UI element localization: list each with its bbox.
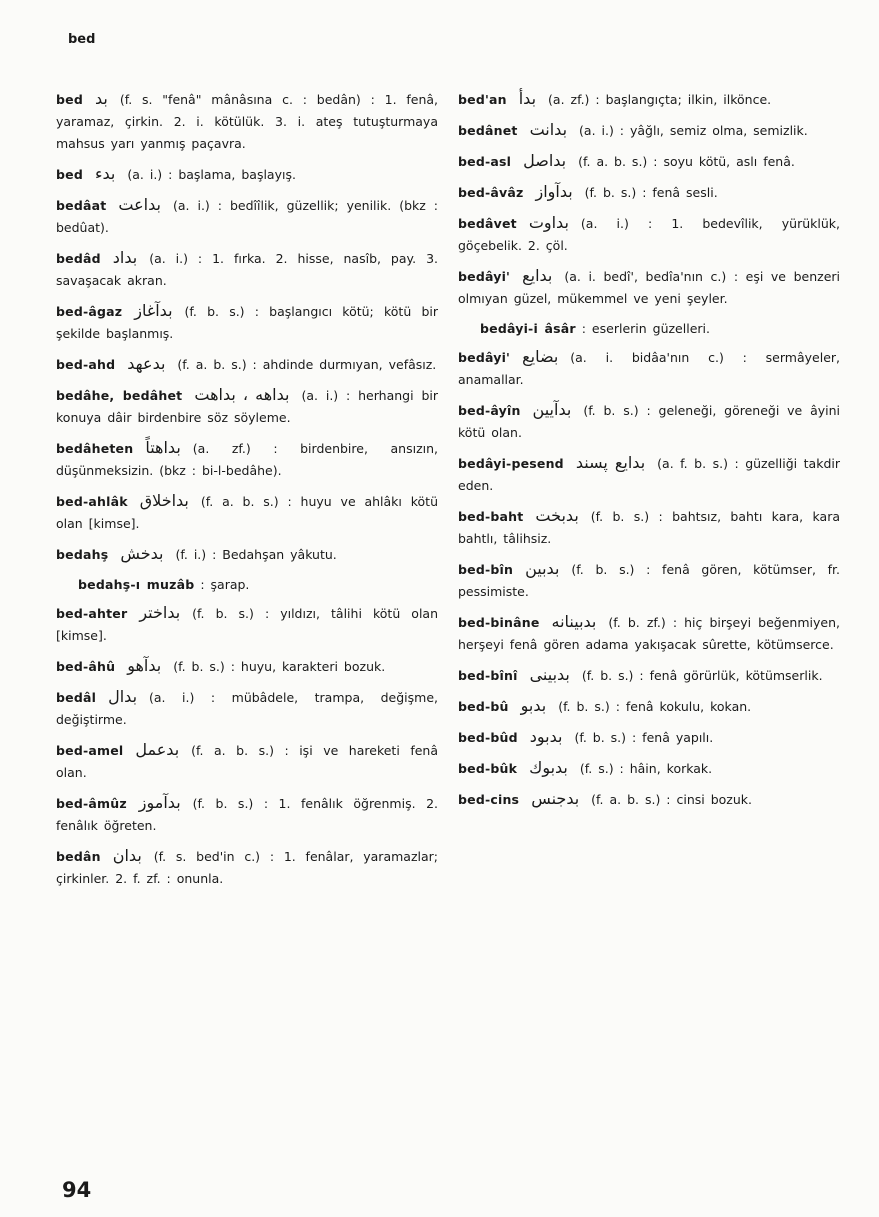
entry-headword: bed-bûk	[458, 761, 518, 776]
dictionary-entry	[56, 686, 438, 731]
entry-headword: bed	[56, 167, 83, 182]
entry-headword: bedâyi'	[458, 269, 511, 284]
dictionary-entry	[56, 490, 438, 535]
entry-headword: bed-ahd	[56, 357, 116, 372]
entry-ottoman-script: بداصل	[523, 151, 567, 170]
dictionary-entry	[56, 88, 438, 155]
entry-definition: (f. b. s.) : 1. fenâlık öğrenmiş. 2. fenâlık öğreten.	[56, 796, 438, 833]
entry-headword: bedâd	[56, 251, 101, 266]
entry-ottoman-script: بداهتاً	[145, 438, 181, 457]
entry-definition: (f. a. b. s.) : huyu ve ahlâkı kötü olan [kimse].	[56, 494, 438, 531]
entry-definition: (f. b. s.) : fenâ yapılı.	[574, 730, 714, 745]
dictionary-entry	[56, 247, 438, 292]
entry-definition: (a. i.) : bedîîlik, güzellik; yenilik. (bkz : bedûat).	[56, 198, 438, 235]
entry-definition: (f. b. zf.) : hiç birşeyi beğenmiyen, herşeyi fenâ gören adama yakışacak sûrette, kötümserce.	[458, 615, 840, 652]
dictionary-entry	[458, 212, 840, 257]
dictionary-entry	[56, 437, 438, 482]
entry-headword: bed	[56, 92, 83, 107]
entry-ottoman-script: بدايع پسند	[575, 453, 646, 472]
entry-headword: bed-âvâz	[458, 185, 524, 200]
entry-headword: bed-bûd	[458, 730, 518, 745]
entry-headword: bed-cins	[458, 792, 520, 807]
entry-ottoman-script: بداوت	[528, 213, 569, 232]
dictionary-entry	[56, 163, 438, 186]
entry-headword: bed-âyîn	[458, 403, 521, 418]
entry-ottoman-script: بدآغاز	[134, 301, 173, 320]
entry-headword: bedânet	[458, 123, 518, 138]
entry-definition: (f. s. "fenâ" mânâsına c. : bedân) : 1. fenâ, yaramaz, çirkin. 2. i. kötülük. 3. i. ateş tutuşturmaya mahsus yarı yanmış paçavra.	[56, 92, 438, 151]
entry-headword: bedâl	[56, 690, 97, 705]
entry-definition: (a. i. bidâa'nın c.) : sermâyeler, anamallar.	[458, 350, 840, 387]
entry-headword: bed-ahter	[56, 606, 128, 621]
entry-ottoman-script: بداهه ، بداهت	[194, 385, 290, 404]
entry-definition: (a. i.) : 1. fırka. 2. hisse, nasîb, pay. 3. savaşacak akran.	[56, 251, 438, 288]
entry-definition: (f. b. s.) : fenâ görürlük, kötümserlik.	[581, 668, 823, 683]
entry-ottoman-script: بدأ	[518, 89, 537, 108]
entry-headword: bedâvet	[458, 216, 517, 231]
dictionary-entry	[458, 788, 840, 811]
entry-definition: (a. i.) : yâğlı, semiz olma, semizlik.	[579, 123, 808, 138]
entry-definition: (f. b. s.) : fenâ kokulu, kokan.	[558, 699, 752, 714]
entry-headword: bedâyi-i âsâr	[480, 321, 576, 336]
entry-ottoman-script: بدبين	[525, 559, 560, 578]
entry-ottoman-script: بدآيين	[532, 400, 572, 419]
right-column	[458, 88, 840, 819]
entry-headword: bed-baht	[458, 509, 524, 524]
page-number: 94	[62, 1178, 92, 1202]
entry-definition: : eserlerin güzelleri.	[581, 321, 710, 336]
left-column	[56, 88, 438, 898]
entry-ottoman-script: بدخش	[120, 544, 164, 563]
entry-definition: (a. i.) : başlama, başlayış.	[127, 167, 296, 182]
entry-ottoman-script: بضايع	[522, 347, 559, 366]
entry-definition: (a. i.) : 1. bedevîlik, yürüklük, göçebelik. 2. çöl.	[458, 216, 840, 253]
entry-definition: (f. s.) : hâin, korkak.	[579, 761, 713, 776]
entry-headword: bed-bû	[458, 699, 509, 714]
entry-ottoman-script: بدآهو	[127, 656, 162, 675]
entry-headword: bedâyi-pesend	[458, 456, 564, 471]
entry-headword: bedâat	[56, 198, 107, 213]
entry-definition: (f. b. s.) : huyu, karakteri bozuk.	[173, 659, 386, 674]
entry-ottoman-script: بدبخت	[535, 506, 579, 525]
entry-definition: (f. a. b. s.) : soyu kötü, aslı fenâ.	[578, 154, 795, 169]
dictionary-entry	[56, 574, 438, 596]
entry-ottoman-script: بدال	[108, 687, 138, 706]
entry-ottoman-script: بدء	[94, 164, 116, 183]
entry-ottoman-script: بدجنس	[531, 789, 580, 808]
entry-ottoman-script: بدبوك	[529, 758, 568, 777]
entry-ottoman-script: بدآموز	[138, 793, 181, 812]
dictionary-entry	[458, 452, 840, 497]
entry-definition: (a. i. bedî', bedîa'nın c.) : eşi ve benzeri olmıyan güzel, mükemmel ve yeni şeyler.	[458, 269, 840, 306]
entry-headword: bedâheten	[56, 441, 134, 456]
dictionary-entry	[458, 88, 840, 111]
dictionary-entry	[458, 611, 840, 656]
entry-headword: bed-âgaz	[56, 304, 123, 319]
entry-ottoman-script: بدعهد	[127, 354, 166, 373]
entry-headword: bed-âhû	[56, 659, 116, 674]
dictionary-entry	[56, 602, 438, 647]
dictionary-entry	[458, 150, 840, 173]
dictionary-entry	[458, 505, 840, 550]
entry-headword: bed-asl	[458, 154, 512, 169]
dictionary-entry	[56, 845, 438, 890]
entry-ottoman-script: بداد	[112, 248, 138, 267]
dictionary-entry	[56, 739, 438, 784]
entry-ottoman-script: بدبينانه	[551, 612, 597, 631]
dictionary-entry	[458, 726, 840, 749]
dictionary-entry	[458, 558, 840, 603]
entry-headword: bed-âmûz	[56, 796, 127, 811]
entry-ottoman-script: بدايع	[522, 266, 553, 285]
entry-headword: bed-amel	[56, 743, 124, 758]
entry-ottoman-script: بدبو	[520, 696, 547, 715]
entry-ottoman-script: بدعمل	[135, 740, 180, 759]
entry-ottoman-script: بدبينى	[529, 665, 570, 684]
entry-definition: (a. zf.) : birdenbire, ansızın, düşünmeksizin. (bkz : bi-l-bedâhe).	[56, 441, 438, 478]
entry-ottoman-script: بداخلاق	[139, 491, 189, 510]
entry-ottoman-script: بدانت	[529, 120, 568, 139]
entry-definition: (f. b. s.) : geleneği, göreneği ve âyini kötü olan.	[458, 403, 840, 440]
dictionary-entry	[56, 300, 438, 345]
dictionary-entry	[458, 318, 840, 340]
entry-definition: (f. b. s.) : bahtsız, bahtı kara, kara bahtlı, tâlihsiz.	[458, 509, 840, 546]
entry-definition: (f. a. b. s.) : cinsi bozuk.	[591, 792, 752, 807]
entry-headword: bed'an	[458, 92, 507, 107]
entry-ottoman-script: بداعت	[118, 195, 161, 214]
entry-headword: bedâhe, bedâhet	[56, 388, 183, 403]
entry-headword: bedahş-ı muzâb	[78, 577, 195, 592]
dictionary-entry	[458, 695, 840, 718]
entry-ottoman-script: بدان	[112, 846, 142, 865]
entry-definition: (f. s. bed'in c.) : 1. fenâlar, yaramazlar; çirkinler. 2. f. zf. : onunla.	[56, 849, 438, 886]
dictionary-entry	[458, 664, 840, 687]
dictionary-entry	[458, 181, 840, 204]
dictionary-entry	[458, 399, 840, 444]
dictionary-entry	[56, 353, 438, 376]
entry-ottoman-script: بدبود	[529, 727, 563, 746]
dictionary-entry	[56, 543, 438, 566]
dictionary-entry	[56, 384, 438, 429]
entry-definition: (f. b. s.) : fenâ gören, kötümser, fr. pessimiste.	[458, 562, 840, 599]
entry-headword: bed-ahlâk	[56, 494, 128, 509]
entry-definition: (f. b. s.) : yıldızı, tâlihi kötü olan [kimse].	[56, 606, 438, 643]
entry-definition: (f. a. b. s.) : ahdinde durmıyan, vefâsız.	[177, 357, 437, 372]
entry-headword: bedâyi'	[458, 350, 511, 365]
entry-definition: (a. f. b. s.) : güzelliği takdir eden.	[458, 456, 840, 493]
entry-definition: (f. a. b. s.) : işi ve hareketi fenâ olan.	[56, 743, 438, 780]
entry-definition: (f. i.) : Bedahşan yâkutu.	[175, 547, 337, 562]
dictionary-entry	[458, 119, 840, 142]
entry-ottoman-script: بداختر	[139, 603, 181, 622]
entry-headword: bed-binâne	[458, 615, 540, 630]
entry-definition: (a. i.) : mübâdele, trampa, değişme, değiştirme.	[56, 690, 438, 727]
dictionary-entry	[458, 346, 840, 391]
dictionary-entry	[56, 655, 438, 678]
dictionary-entry	[56, 194, 438, 239]
dictionary-entry	[56, 792, 438, 837]
entry-definition: (a. zf.) : başlangıçta; ilkin, ilkönce.	[548, 92, 772, 107]
entry-headword: bedân	[56, 849, 101, 864]
dictionary-entry	[458, 757, 840, 780]
entry-ottoman-script: بدآواز	[535, 182, 573, 201]
entry-headword: bedahş	[56, 547, 109, 562]
dictionary-entry	[458, 265, 840, 310]
entry-headword: bed-bîn	[458, 562, 514, 577]
entry-headword: bed-bînî	[458, 668, 518, 683]
entry-ottoman-script: بد	[94, 89, 108, 108]
entry-definition: (f. b. s.) : fenâ sesli.	[584, 185, 718, 200]
entry-definition: (a. i.) : herhangi bir konuya dâir birdenbire söz söyleme.	[56, 388, 438, 425]
entry-definition: (f. b. s.) : başlangıcı kötü; kötü bir şekilde başlanmış.	[56, 304, 438, 341]
entry-definition: : şarap.	[200, 577, 250, 592]
running-header: bed	[68, 32, 96, 47]
